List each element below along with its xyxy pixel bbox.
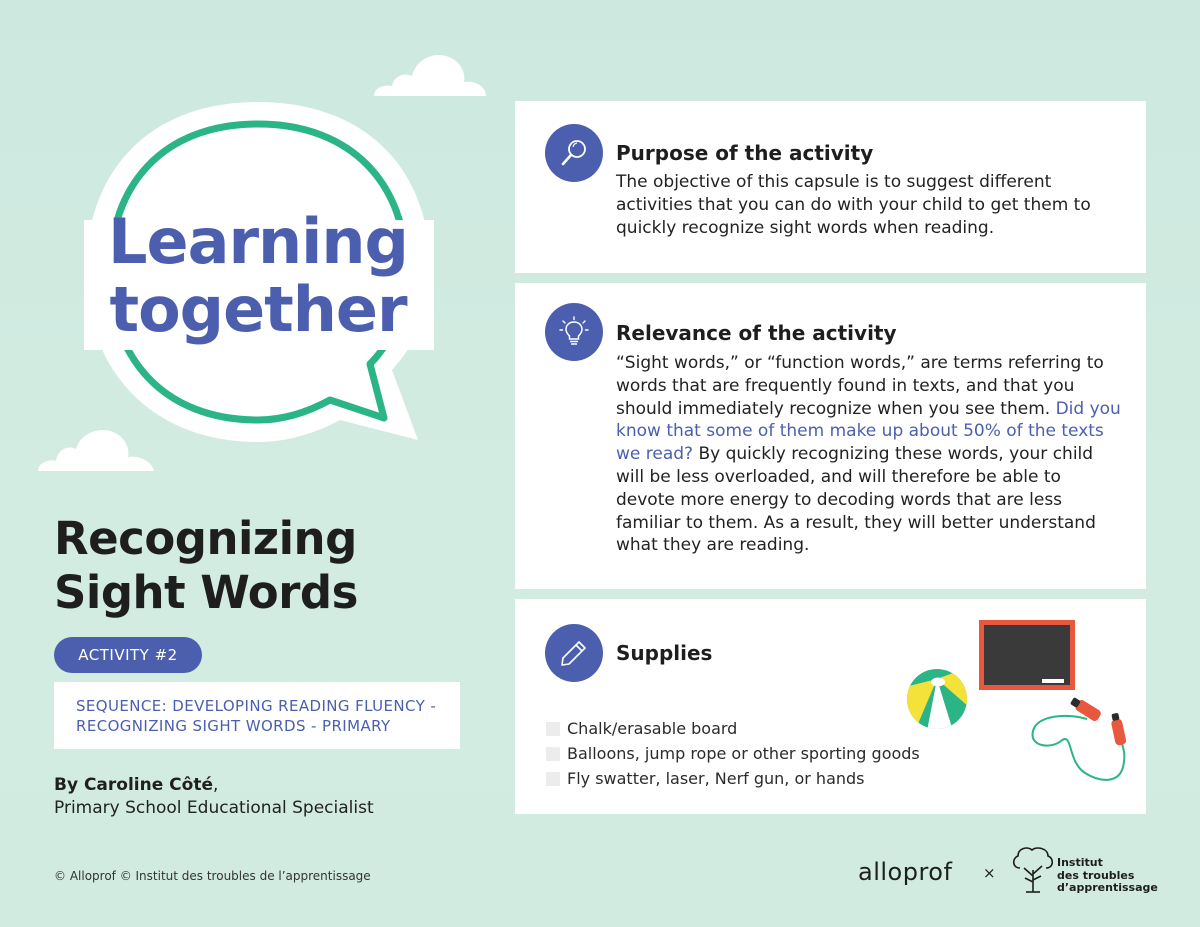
relevance-text-intro: “Sight words,” or “function words,” are terms referring to words that are frequently found in texts, and that you should immediately recognize when you see them.: [616, 353, 1104, 419]
checkbox-square-icon: [546, 772, 560, 786]
purpose-card: [515, 101, 1146, 273]
supply-label: Fly swatter, laser, Nerf gun, or hands: [567, 769, 865, 788]
itda-logo-text: [1057, 857, 1158, 895]
cloud-decoration: [370, 50, 490, 98]
activity-badge: ACTIVITY #2: [54, 637, 202, 673]
copyright-notice: © Alloprof © Institut des troubles de l’apprentissage: [54, 869, 371, 883]
author-name-text: By Caroline Côté: [54, 775, 213, 795]
bubble-title-line2: together: [109, 273, 407, 346]
list-item: [546, 741, 920, 766]
purpose-heading: Purpose of the activity: [616, 141, 874, 165]
alloprof-logo: alloprof: [858, 858, 953, 886]
checkbox-square-icon: [546, 722, 560, 736]
relevance-heading: Relevance of the activity: [616, 321, 897, 345]
sequence-line1: SEQUENCE: DEVELOPING READING FLUENCY -: [76, 697, 437, 715]
bubble-title-line1: Learning: [108, 205, 408, 278]
list-item: [546, 716, 920, 741]
magnifier-icon: [545, 124, 603, 182]
itda-line1: Institut: [1057, 856, 1103, 869]
logo-separator: ×: [983, 864, 996, 882]
supplies-heading: Supplies: [616, 641, 713, 665]
page-title-line1: Recognizing: [54, 512, 357, 565]
supply-label: Chalk/erasable board: [567, 719, 738, 738]
checkbox-square-icon: [546, 747, 560, 761]
relevance-text-highlight: Did you know that some of them make up about 50% of the texts we read?: [616, 398, 1121, 465]
supplies-card: [515, 599, 1146, 814]
relevance-text: [616, 352, 1121, 557]
brain-tree-logo-icon: [1010, 846, 1056, 894]
supplies-list: [546, 716, 920, 791]
page-title-line2: Sight Words: [54, 566, 358, 619]
author-comma: ,: [213, 775, 219, 795]
supply-label: Balloons, jump rope or other sporting goods: [567, 744, 920, 763]
jump-rope-icon: [1027, 691, 1137, 791]
itda-line3: d’apprentissage: [1057, 881, 1158, 894]
itda-line2: des troubles: [1057, 868, 1135, 882]
purpose-text: The objective of this capsule is to suggest different activities that you can do with your child to get them to quickly recognize sight words when reading.: [616, 172, 1091, 238]
sequence-box: [54, 682, 460, 749]
pencil-icon: [545, 624, 603, 682]
relevance-text-rest: By quickly recognizing these words, your child will be less overloaded, and will therefore be able to devote more energy to decoding words that are less familiar to them. As a result, they will better understand what they are reading.: [616, 444, 1096, 556]
speech-bubble: [78, 100, 438, 450]
beach-ball-icon: [905, 667, 969, 731]
author-role: Primary School Educational Specialist: [54, 798, 374, 818]
relevance-card: [515, 283, 1146, 589]
list-item: [546, 766, 920, 791]
author-name: [54, 775, 218, 795]
page-title: [54, 512, 474, 620]
lightbulb-icon: [545, 303, 603, 361]
chalkboard-icon: [978, 619, 1076, 691]
sequence-line2: RECOGNIZING SIGHT WORDS - PRIMARY: [76, 717, 391, 735]
